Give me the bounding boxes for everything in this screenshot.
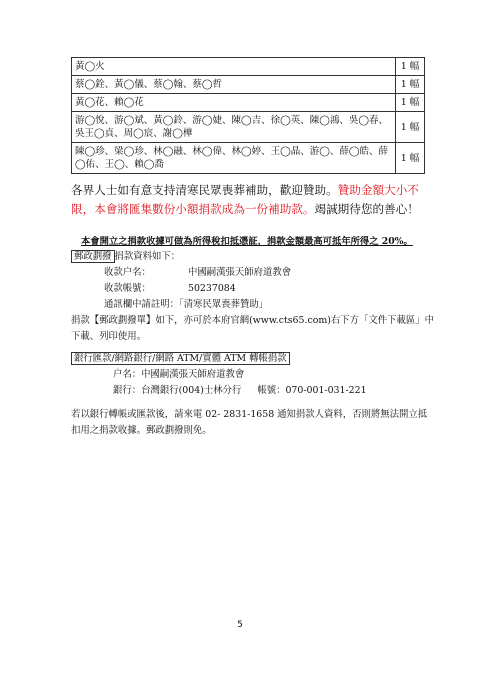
donor-row: [72, 58, 425, 76]
donor-names-cell: 游◯悅、游◯斌、黃◯鈴、游◯婕、陳◯吉、徐◯英、陳◯鴻、吳◯春、吳王◯貞、周◯宸、謝◯樺: [72, 112, 396, 143]
donor-row: [72, 76, 425, 94]
postal-payee-label: 收款户名：: [104, 267, 151, 278]
bank-value: 台灣銀行(004)士林分行: [141, 385, 242, 396]
donor-qty-cell: 1 幅: [396, 58, 425, 76]
donor-row: [72, 143, 425, 174]
donor-row: [72, 94, 425, 112]
postal-memo-row: [104, 298, 268, 312]
closing-line2: 扣用之捐款收據。郵政劃撥則免。: [71, 425, 212, 436]
bank-title: [71, 352, 290, 366]
bank-title-boxed: 銀行匯款/網路銀行/網路 ATM/實體 ATM 轉帳捐款: [71, 352, 290, 365]
postal-account-value: 50237084: [188, 283, 236, 294]
donor-names-cell: 黃◯花、賴◯花: [72, 94, 396, 112]
donor-names-cell: 黃◯火: [72, 58, 396, 76]
appeal-closing-text: 竭誠期待您的善心！: [314, 202, 419, 216]
bank-account-value: 070-001-031-221: [285, 385, 367, 396]
donor-qty-cell: 1 幅: [396, 94, 425, 112]
donor-names-cell: 蔡◯銓、黃◯儀、蔡◯翰、蔡◯哲: [72, 76, 396, 94]
postal-title: [71, 250, 180, 264]
donor-names-cell: 陳◯珍、梁◯珍、林◯融、林◯偉、林◯婷、王◯晶、游◯、薛◯皓、薛◯佑、王◯、賴◯喬: [72, 143, 396, 174]
postal-account-label: 收款帳號：: [104, 283, 151, 294]
donor-qty-cell: 1 幅: [396, 112, 425, 143]
bank-name-value: 中國嗣漢張天師府道教會: [141, 369, 245, 380]
postal-memo-value: 「清寒民眾喪葬贊助」: [179, 299, 269, 310]
tax-deduction-note: 本會開立之捐款收據可做為所得稅扣抵憑証，捐款金額最高可抵年所得之 20%。: [81, 236, 413, 247]
donor-qty-cell: 1 幅: [396, 76, 425, 94]
donor-row: [72, 112, 425, 143]
donor-qty-cell: 1 幅: [396, 143, 425, 174]
appeal-highlight-text: 贊助金額大小不限，本會將匯集數份小額捐款成為一份補助款。: [71, 183, 419, 216]
donation-appeal: [71, 181, 433, 219]
page-number: 5: [237, 620, 243, 630]
bank-name-label: 户名：: [113, 369, 142, 380]
postal-payee-row: [104, 266, 291, 280]
postal-account-row: [104, 282, 236, 296]
postal-form-note-line2: 下載、列印使用。: [71, 331, 147, 342]
appeal-text: 各界人士如有意支持清寒民眾喪葬補助，歡迎贊助。: [71, 183, 338, 197]
postal-title-rest: 捐款資料如下：: [114, 251, 181, 262]
postal-payee-value: 中國嗣漢張天師府道教會: [188, 267, 292, 278]
bank-account-label: 帳號：: [257, 385, 286, 396]
donor-table: [71, 57, 425, 174]
donor-table-body: [72, 58, 425, 174]
postal-title-boxed: 郵政劃撥: [71, 250, 115, 263]
bank-label: 銀行：: [113, 385, 142, 396]
bank-name-row: [113, 368, 244, 382]
closing-line1: 若以銀行轉帳或匯款後，請來電 02- 2831-1658 通知捐款人資料，否則將無法開立抵: [71, 409, 428, 420]
postal-memo-label: 通訊欄中請註明：: [104, 299, 180, 310]
postal-form-note-line1: 捐款【郵政劃撥單】如下，亦可於本府官網(www.cts65.com)右下方「文件下載區」中: [71, 315, 435, 326]
bank-info-row: [113, 384, 367, 398]
